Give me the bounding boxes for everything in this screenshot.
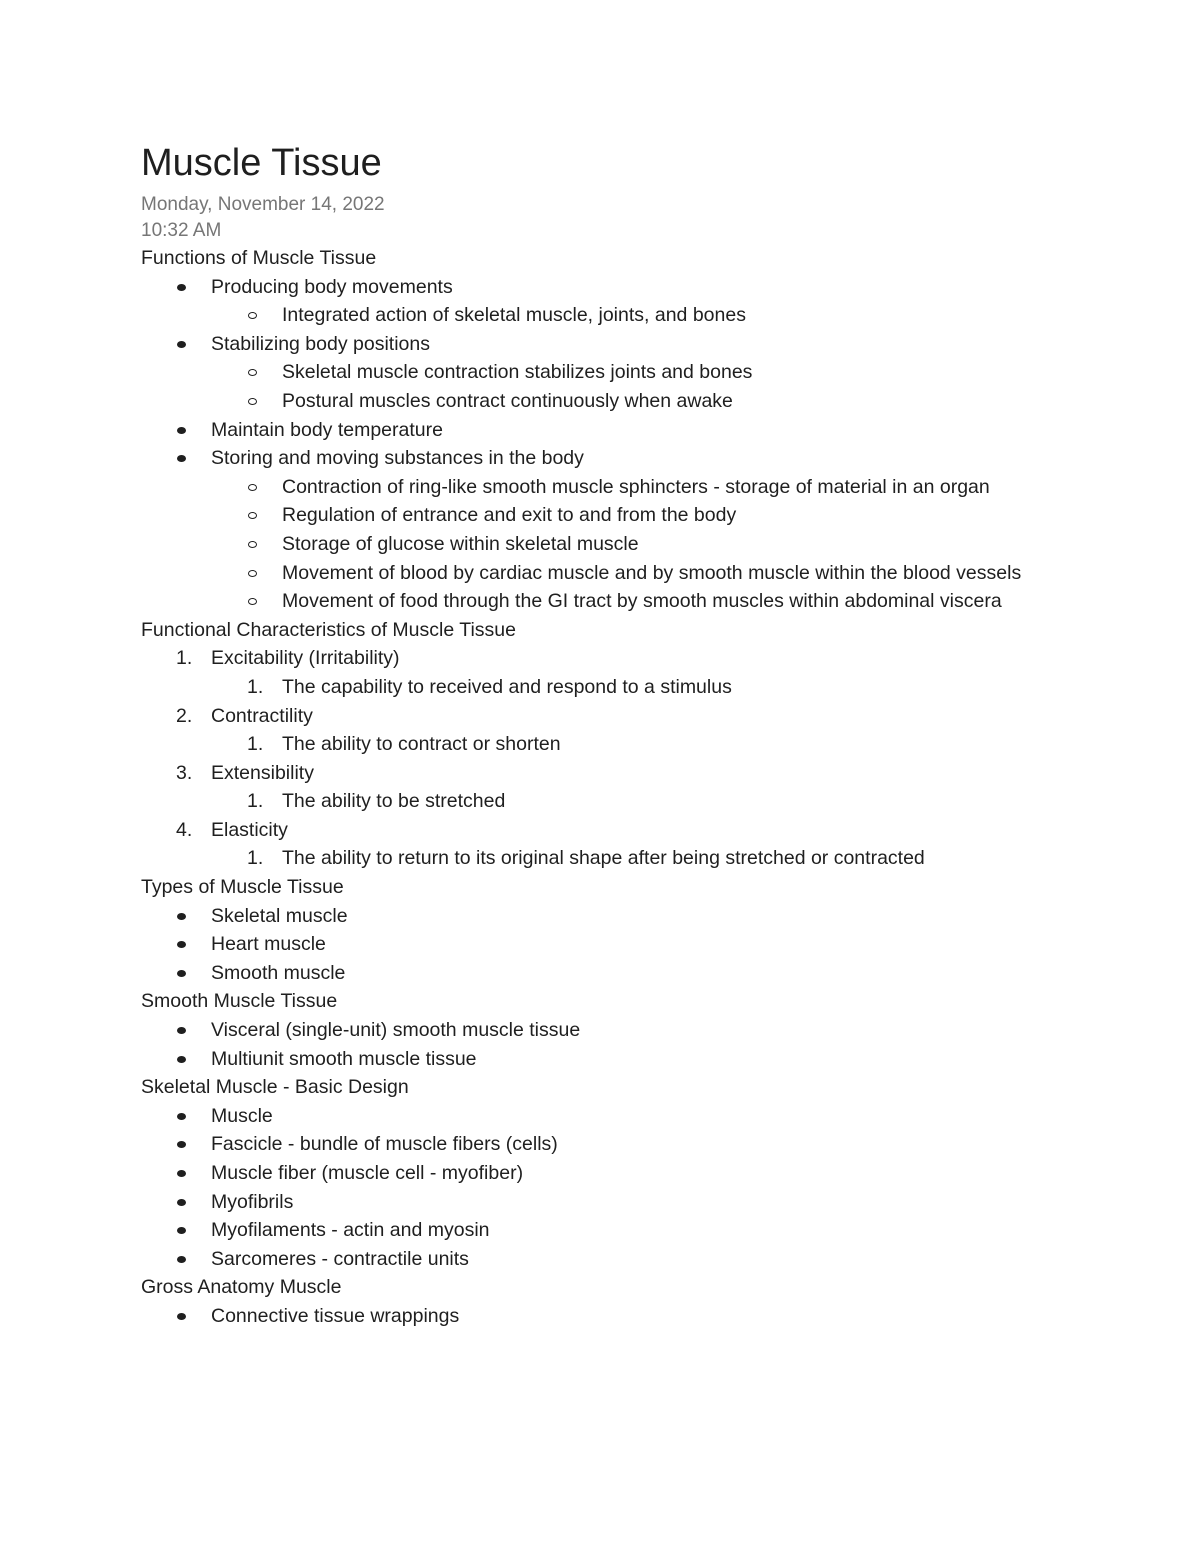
list-item-text: Postural muscles contract continuously when awake — [282, 389, 733, 412]
list-item — [141, 730, 1041, 759]
list-item — [141, 1016, 1041, 1045]
list-item — [141, 644, 1041, 673]
list-item — [141, 301, 1041, 330]
section-heading — [141, 244, 1041, 273]
list-item-text: Elasticity — [211, 818, 288, 841]
list-item — [141, 787, 1041, 816]
list-item — [141, 759, 1041, 788]
section-heading-text: Smooth Muscle Tissue — [141, 990, 338, 1013]
list-item — [141, 1245, 1041, 1274]
list-item-text: Multiunit smooth muscle tissue — [211, 1047, 477, 1070]
list-number: 1. — [247, 847, 264, 870]
list-item-text: Visceral (single-unit) smooth muscle tissue — [211, 1019, 581, 1042]
section-heading-text: Gross Anatomy Muscle — [141, 1276, 342, 1299]
list-item-text: Producing body movements — [211, 275, 453, 298]
list-item-text: Storing and moving substances in the body — [211, 447, 584, 470]
list-item — [141, 702, 1041, 731]
note-time: 10:32 AM — [141, 220, 222, 241]
list-item-text: The ability to be stretched — [282, 790, 506, 813]
list-item — [141, 1045, 1041, 1074]
list-item-text: Regulation of entrance and exit to and from the body — [282, 504, 737, 527]
list-item — [141, 1130, 1041, 1159]
section-heading — [141, 1273, 1041, 1302]
list-item — [141, 816, 1041, 845]
section-heading — [141, 987, 1041, 1016]
list-item — [141, 844, 1041, 873]
list-number: 1. — [176, 647, 193, 670]
list-item — [141, 387, 1041, 416]
section-heading-text: Functional Characteristics of Muscle Tissue — [141, 618, 516, 641]
page-title: Muscle Tissue — [141, 142, 382, 184]
list-item — [141, 273, 1041, 302]
list-item-text: Connective tissue wrappings — [211, 1304, 460, 1327]
list-item — [141, 358, 1041, 387]
list-item-text: Skeletal muscle — [211, 904, 348, 927]
list-item — [141, 1188, 1041, 1217]
section-heading-text: Skeletal Muscle - Basic Design — [141, 1076, 409, 1099]
list-item — [141, 902, 1041, 931]
list-item-text: Heart muscle — [211, 933, 326, 956]
list-item-text: Sarcomeres - contractile units — [211, 1247, 469, 1270]
list-item — [141, 559, 1041, 588]
list-item-text: Contraction of ring-like smooth muscle sphincters - storage of material in an organ — [282, 475, 990, 498]
list-item — [141, 1102, 1041, 1131]
list-item — [141, 444, 1041, 473]
list-item — [141, 930, 1041, 959]
list-number: 1. — [247, 675, 264, 698]
list-item — [141, 1302, 1041, 1331]
list-item — [141, 530, 1041, 559]
list-item-text: Maintain body temperature — [211, 418, 443, 441]
list-item-text: Muscle fiber (muscle cell - myofiber) — [211, 1162, 524, 1184]
list-number: 1. — [247, 733, 264, 756]
list-item — [141, 1216, 1041, 1245]
list-item-text: Muscle — [211, 1104, 273, 1127]
list-item-text: Myofilaments - actin and myosin — [211, 1219, 490, 1242]
list-item — [141, 501, 1041, 530]
list-item-text: Contractility — [211, 704, 313, 727]
list-number: 2. — [176, 704, 193, 727]
list-item-text: The ability to contract or shorten — [282, 733, 561, 756]
list-item-text: Smooth muscle — [211, 961, 346, 984]
list-number: 1. — [247, 790, 264, 813]
section-heading — [141, 1073, 1041, 1102]
list-number: 4. — [176, 818, 193, 841]
list-item-text: Integrated action of skeletal muscle, joints, and bones — [282, 304, 746, 327]
list-item-text: Fascicle - bundle of muscle fibers (cells) — [211, 1133, 558, 1156]
list-item — [141, 416, 1041, 445]
list-item-text: Skeletal muscle contraction stabilizes joints and bones — [282, 361, 753, 384]
note-body — [141, 244, 1041, 1331]
section-heading — [141, 616, 1041, 645]
section-heading-text: Functions of Muscle Tissue — [141, 247, 377, 269]
list-item — [141, 1159, 1041, 1188]
list-item-text: The ability to return to its original shape after being stretched or contracted — [282, 847, 925, 870]
note-date: Monday, November 14, 2022 — [141, 194, 385, 215]
list-item-text: Myofibrils — [211, 1190, 294, 1213]
list-item — [141, 959, 1041, 988]
section-heading-text: Types of Muscle Tissue — [141, 876, 344, 899]
list-item-text: Extensibility — [211, 761, 314, 784]
list-item-text: Movement of food through the GI tract by smooth muscles within abdominal viscera — [282, 590, 1002, 613]
list-item — [141, 473, 1041, 502]
section-heading — [141, 873, 1041, 902]
list-item — [141, 587, 1041, 616]
list-item-text: Stabilizing body positions — [211, 332, 430, 355]
list-item-text: Storage of glucose within skeletal muscle — [282, 532, 639, 555]
list-item — [141, 330, 1041, 359]
list-item — [141, 673, 1041, 702]
list-number: 3. — [176, 761, 193, 784]
list-item-text: Movement of blood by cardiac muscle and by smooth muscle within the blood vessels — [282, 561, 1022, 584]
list-item-text: Excitability (Irritability) — [211, 647, 400, 670]
list-item-text: The capability to received and respond to a stimulus — [282, 675, 732, 698]
